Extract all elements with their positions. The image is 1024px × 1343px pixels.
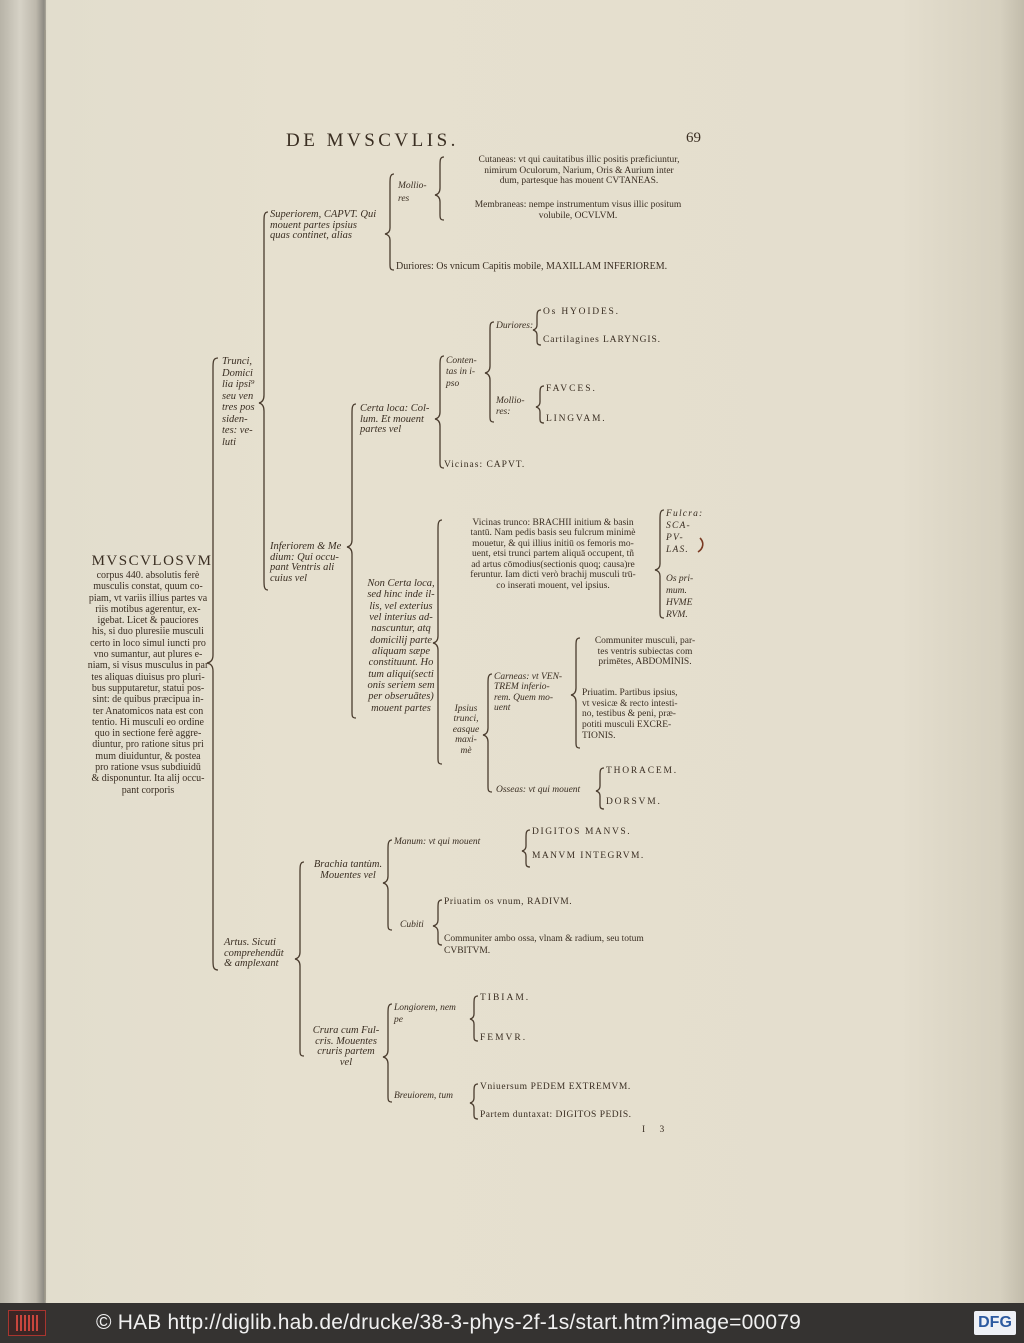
dorsum-label: DORSVM. bbox=[606, 797, 662, 807]
certa-loca-label: Certa loca: Col- lum. Et mouent partes vel bbox=[360, 403, 430, 436]
footer-bar bbox=[0, 1303, 1024, 1343]
molliores-head-label: Mollio- res bbox=[398, 181, 427, 204]
digitos-manus-label: DIGITOS MANVS. bbox=[532, 827, 632, 837]
femur-label: FEMVR. bbox=[480, 1033, 528, 1043]
manum-label: Manum: vt qui mouent bbox=[394, 837, 481, 847]
page-number: 69 bbox=[686, 130, 701, 146]
ipsius-trunci-label: Ipsius trunci, easque maxi- mè bbox=[452, 704, 480, 756]
communiter-cubitum-label: Communiter ambo ossa, vlnam & radium, seu totum CVBITVM. bbox=[444, 934, 644, 956]
vniuersum-label: Vniuersum PEDEM EXTREMVM. bbox=[480, 1082, 631, 1092]
hab-logo-icon bbox=[8, 1310, 46, 1336]
thoracem-label: THORACEM. bbox=[606, 766, 678, 776]
communiter-abdominis-label: Communiter musculi, par- tes ventris subiectas com primētes, ABDOMINIS. bbox=[594, 636, 696, 668]
superiorem-label: Superiorem, CAPVT. Qui mouent partes ipsius quas continet, alias bbox=[270, 209, 377, 242]
duriores-head-label: Duriores: Os vnicum Capitis mobile, MAXILLAM INFERIOREM. bbox=[396, 261, 668, 272]
partem-label: Partem duntaxat: DIGITOS PEDIS. bbox=[480, 1110, 632, 1120]
duriores-colli-label: Duriores: bbox=[496, 321, 534, 331]
fauces-label: FAVCES. bbox=[546, 384, 597, 394]
os-primum-label: Os pri- mum. HVME RVM. bbox=[666, 574, 694, 620]
longiorem-label: Longiorem, nem pe bbox=[394, 1003, 456, 1026]
inferiorem-label: Inferiorem & Me dium: Qui occu- pant Ventris ali cuius vel bbox=[270, 541, 342, 585]
priuatim-radium-label: Priuatim os vnum, RADIVM. bbox=[444, 897, 573, 907]
osseas-label: Osseas: vt qui mouent bbox=[496, 785, 581, 795]
non-certa-label: Non Certa loca, sed hinc inde il- lis, vel exterius vel interius ad- nascuntur, atq domicilij parte aliquam sæpe constituunt. Ho tum aliqui(secti onis seriem sem per obseruātes) mouent partes bbox=[367, 578, 435, 714]
os-hyoides-label: Os HYOIDES. bbox=[543, 307, 620, 317]
molliores-colli-label: Mollio- res: bbox=[496, 396, 525, 418]
artus-label: Artus. Sicuti comprehendūt & amplexant bbox=[224, 937, 284, 970]
trunci-label: Trunci, Domici lia ipsi⁹ seu ven tres pos siden- tes: ve- luti bbox=[222, 356, 255, 448]
running-title: DE MVSCVLIS. bbox=[286, 130, 459, 151]
cartilagines-label: Cartilagines LARYNGIS. bbox=[543, 335, 661, 345]
root-description: corpus 440. absolutis ferè musculis constat, quum co- piam, vt variis illius partes va riis motibus agerentur, ex- igebat. Licet & pauciores his, si duo pluresiie musculi certo in loco simul iuncti pro vno sumantur, aut plures e- niam, si visus musculus in par tes aliquas diuisus pro pluri- bus supputaretur, statui pos- sint: de quibus præcipua in- ter Anatomicos nata est con tentio. Hi musculi eo ordine quo in sectione ferè aggre- diuntur, pro ratione situs pri mum diuiduntur, & postea pro ratione vsus subdiuidū & disponuntur. Ita alij occu- pant corporis bbox=[87, 570, 209, 796]
cutaneas-label: Cutaneas: vt qui cauitatibus illic positis præficiuntur, nimirum Oculorum, Narium, Oris & Aurium inter dum, partesque has mouent CVTANEAS. bbox=[478, 155, 680, 187]
breuiorem-label: Breuiorem, tum bbox=[394, 1091, 453, 1101]
priuatim-excretionis-label: Priuatim. Partibus ipsius, vt vesicæ & recto intesti- no, testibus & peni, præ- potiti musculi EXCRE- TIONIS. bbox=[582, 688, 678, 741]
root-title: MVSCVLOSVM bbox=[91, 553, 213, 569]
tibiam-label: TIBIAM. bbox=[480, 993, 531, 1003]
manum-integrum-label: MANVM INTEGRVM. bbox=[532, 851, 645, 861]
fulcra-label: Fulcra: SCA- PV- LAS. bbox=[666, 509, 704, 555]
footer-copyright-url[interactable]: © HAB http://diglib.hab.de/drucke/38-3-phys-2f-1s/start.htm?image=00079 bbox=[96, 1311, 801, 1334]
signature-mark: I 3 bbox=[642, 1125, 671, 1135]
contentas-label: Conten- tas in i- pso bbox=[446, 356, 477, 389]
brachia-label: Brachia tantùm. Mouentes vel bbox=[313, 859, 383, 881]
linguam-label: LINGVAM. bbox=[546, 414, 607, 424]
vicinas-caput-label: Vicinas: CAPVT. bbox=[444, 460, 526, 470]
crura-label: Crura cum Ful- cris. Mouentes cruris partem vel bbox=[312, 1025, 380, 1069]
cubiti-label: Cubiti bbox=[400, 920, 424, 930]
membraneas-label: Membraneas: nempe instrumentum visus illic positum volubile, OCVLVM. bbox=[474, 200, 682, 221]
vicinas-trunco-label: Vicinas trunco: BRACHII initium & basin tantū. Nam pedis basis seu fulcrum minimè mouetur, & qui illius initiū os femoris mo- uent, etsi trunci partem aliquā occupent, tñ ad artus cōmodius(sectionis quoq; causa)re feruntur. Iam dicti verò brachij musculi trū- co inserati mouent, vel ipsius. bbox=[470, 518, 636, 591]
dfg-logo: DFG bbox=[974, 1311, 1016, 1335]
carneas-label: Carneas: vt VEN- TREM inferio- rem. Quem mo- uent bbox=[494, 672, 563, 714]
